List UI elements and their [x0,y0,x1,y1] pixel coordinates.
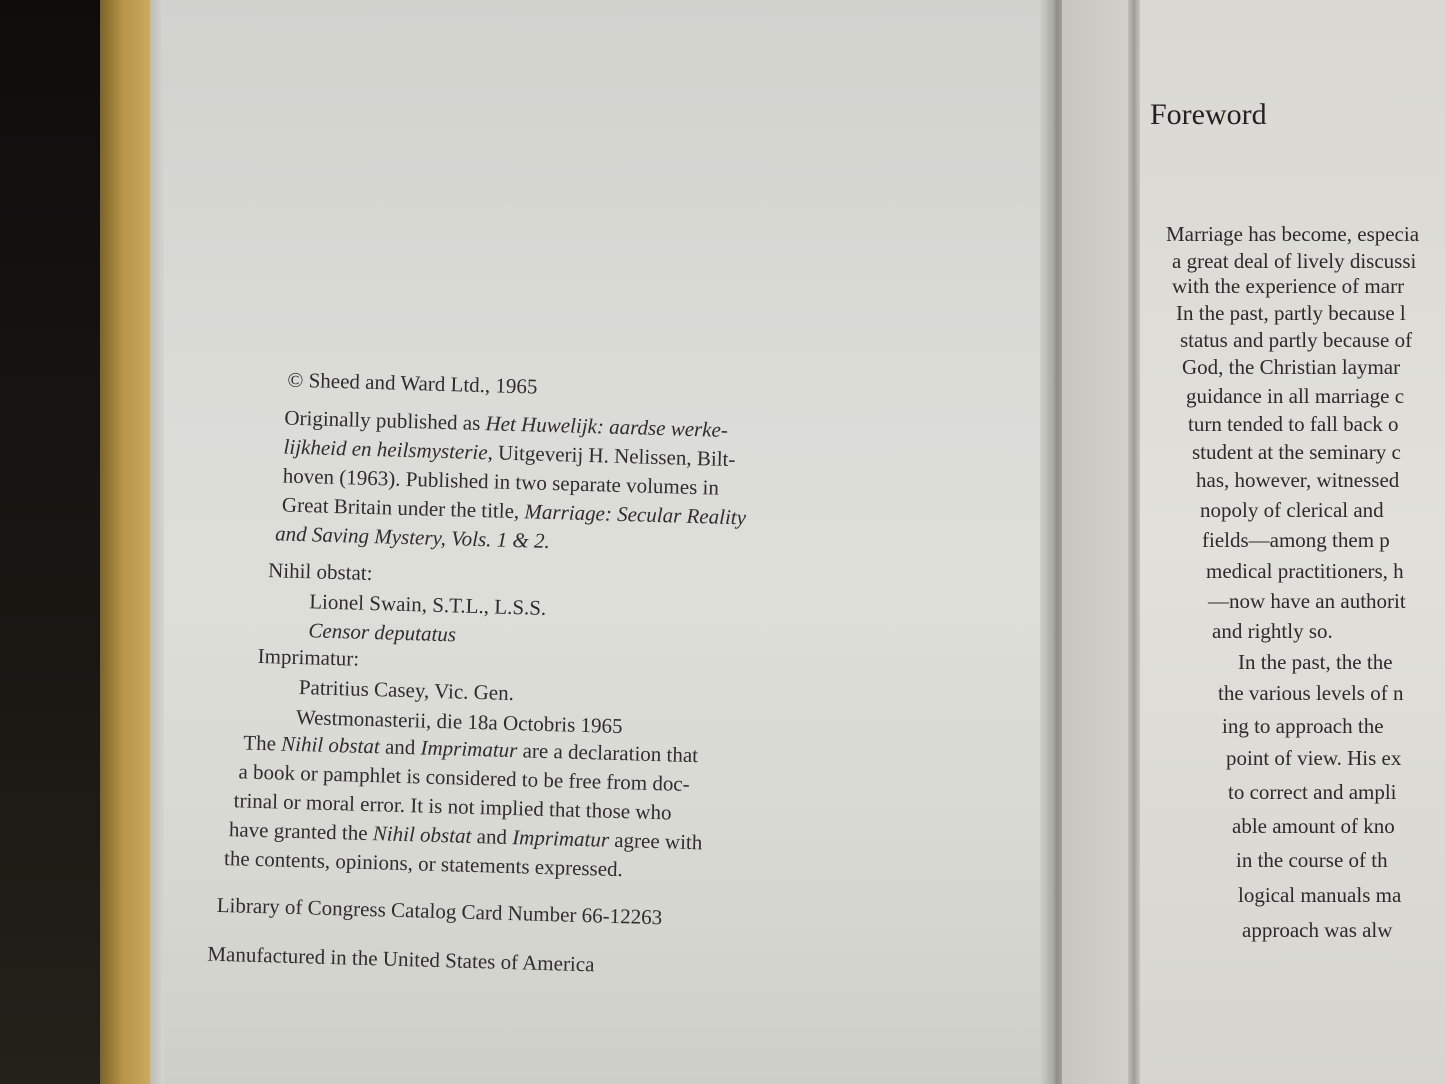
declaration-line-4: have granted the Nihil obstat and Imprimatur agree with [228,817,703,855]
english-title-line-2: and Saving Mystery, Vols. 1 & 2. [274,521,551,553]
foreword-line: In the past, partly because l [1176,301,1406,325]
foreword-line: turn tended to fall back o [1188,412,1399,436]
foreword-line: to correct and ampli [1228,780,1397,804]
foreword-line: the various levels of n [1218,681,1404,705]
foreword-line: in the course of th [1236,848,1388,872]
foreword-line: with the experience of marr [1172,274,1405,298]
foreword-line: God, the Christian laymar [1182,355,1401,379]
declaration-line-5: the contents, opinions, or statements expressed. [223,846,624,882]
vicar-name: Patritius Casey, Vic. Gen. [298,675,515,706]
foreword-line: status and partly because of [1180,328,1413,352]
original-title: Het Huwelijk: aardse werke- [485,411,729,442]
declaration-line-1: The Nihil obstat and Imprimatur are a declaration that [242,730,699,768]
foreword-heading: Foreword [1150,98,1267,131]
foreword-line: able amount of kno [1232,814,1395,838]
foreword-line: In the past, the the [1238,650,1393,674]
censor-title: Censor deputatus [308,618,457,647]
foreword-line: medical practitioners, h [1206,559,1404,583]
foreword-line: Marriage has become, especia [1166,222,1420,246]
foreword-line: point of view. His ex [1226,746,1402,770]
catalog-number: Library of Congress Catalog Card Number 66-12263 [216,892,663,930]
foreword-line: student at the seminary c [1192,440,1401,464]
original-title-line-2: lijkheid en heilsmysterie, Uitgeverij H. Nelissen, Bilt- [283,434,736,472]
right-page-fold [1128,0,1140,1084]
foreword-line: a great deal of lively discussi [1172,249,1417,273]
nihil-obstat-label: Nihil obstat: [267,558,373,586]
english-title: Marriage: Secular Reality [524,499,747,530]
foreword-line: guidance in all marriage c [1186,384,1405,408]
foreword-line: approach was alw [1242,918,1393,942]
imprimatur-place-date: Westmonasterii, die 18a Octobris 1965 [295,704,623,739]
foreword-line: nopoly of clerical and [1200,498,1384,522]
publication-line-3: hoven (1963). Published in two separate volumes in [282,463,720,500]
declaration-line-2: a book or pamphlet is considered to be free from doc- [238,759,691,796]
publication-line-4: Great Britain under the title, Marriage: Secular Reality [281,492,747,530]
censor-name: Lionel Swain, S.T.L., L.S.S. [308,589,547,620]
foreword-line: has, however, witnessed [1196,468,1400,492]
foreword-line: —now have an authorit [1208,589,1406,613]
left-page-edge [150,0,164,1084]
foreword-line: ing to approach the [1222,714,1384,738]
copyright-line: © Sheed and Ward Ltd., 1965 [287,367,538,399]
manufactured-line: Manufactured in the United States of America [207,941,595,977]
background-shadow [0,0,100,1084]
imprimatur-label: Imprimatur: [257,643,360,671]
declaration-line-3: trinal or moral error. It is not implied that those who [233,788,672,825]
foreword-line: fields—among them p [1202,528,1390,552]
originally-published-line: Originally published as Het Huwelijk: aardse werke- [284,405,729,442]
foreword-line: logical manuals ma [1238,883,1402,907]
foreword-line: and rightly so. [1212,619,1333,643]
